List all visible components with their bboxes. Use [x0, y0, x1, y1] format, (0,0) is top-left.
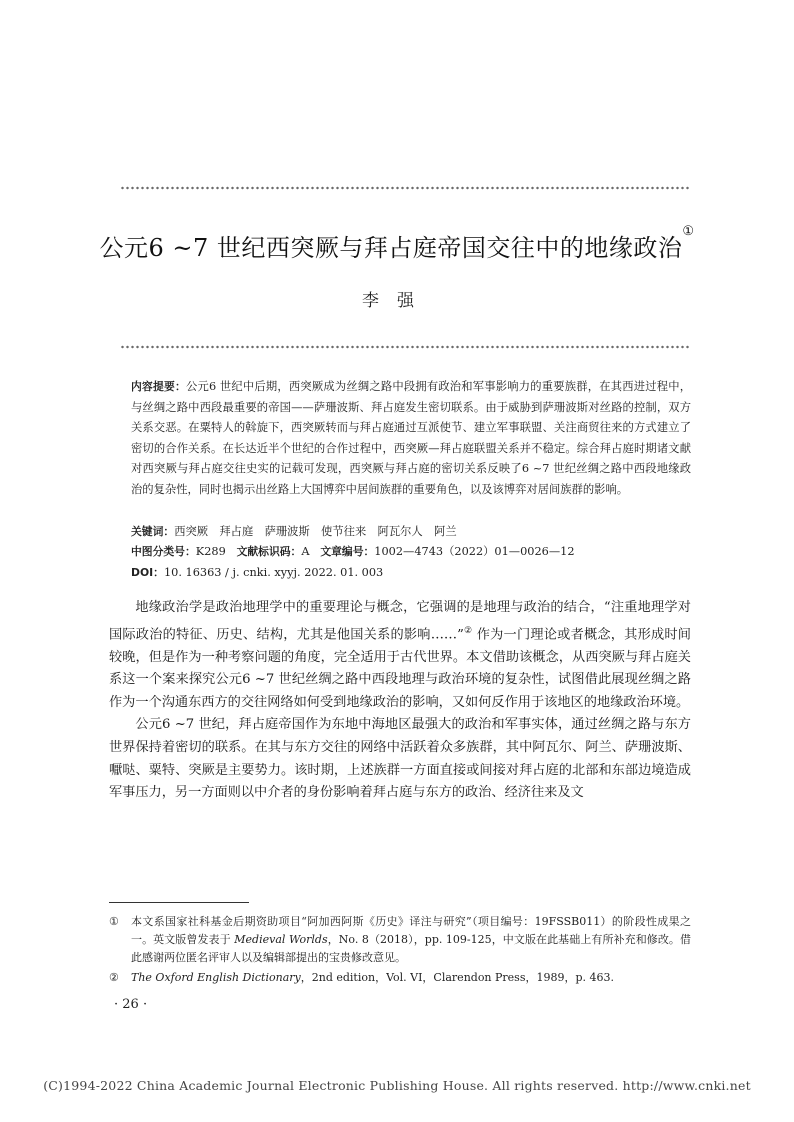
- footnote-text: [131, 969, 691, 987]
- keywords-text: 西突厥 拜占庭 萨珊波斯 使节往来 阿瓦尔人 阿兰: [174, 525, 457, 538]
- doi-line: [131, 563, 691, 584]
- article-number-value: 1002—4743（2022）01—0026—12: [374, 545, 575, 558]
- footnote-mark: ①: [109, 915, 119, 928]
- footnote-mark: ②: [109, 971, 119, 984]
- footnote-journal-title: Medieval Worlds: [234, 933, 328, 946]
- abstract: [131, 377, 691, 501]
- abstract-text: 公元6 世纪中后期，西突厥成为丝绸之路中段拥有政治和军事影响力的重要族群，在其西进过程中，与丝绸之路中西段最重要的帝国——萨珊波斯、拜占庭发生密切联系。由于威胁到萨珊波斯对丝路的控制，双方关系交恶。在粟特人的斡旋下，西突厥转而与拜占庭通过互派使节、建立军事联盟、关注商贸往来的方式建立了密切的合作关系。在长达近半个世纪的合作过程中，西突厥—拜占庭联盟关系并不稳定。综合拜占庭时期诸文献对西突厥与拜占庭交往史实的记载可发现，西突厥与拜占庭的密切关系反映了6 ~7 世纪丝绸之路中西段地缘政治的复杂性，同时也揭示出丝路上大国博弈中居间族群的重要角色，以及该博弈对居间族群的影响。: [131, 380, 691, 496]
- author-name: 李强: [362, 291, 432, 311]
- keywords-label: 关键词：: [131, 525, 175, 538]
- footnote-divider: [109, 902, 249, 903]
- footnote-text: [131, 913, 691, 967]
- footnote-text-part: 本文系国家社科基金后期资助项目“阿加西阿斯《历史》译注与研究”（项目编号：19FSSB011）的阶段性成果之一。英文版曾发表于: [131, 915, 691, 946]
- bottom-decorative-rule: [120, 344, 690, 350]
- classification-line: [131, 542, 691, 563]
- doc-code-value: A: [301, 545, 310, 558]
- doi-label: DOI：: [131, 566, 164, 579]
- footnote-text-part: ，No. 8（2018），pp. 109-125，中文版在此基础上有所补充和修改。借此感谢两位匿名评审人以及编辑部提出的宝贵修改意见。: [131, 933, 692, 964]
- keywords: [131, 522, 691, 543]
- article-title: [0, 224, 794, 263]
- doc-code-label: 文献标识码：: [236, 545, 302, 558]
- page-number: · 26 ·: [114, 997, 148, 1012]
- top-decorative-rule: [120, 185, 690, 191]
- footnote-ref-2[interactable]: ②: [463, 625, 473, 636]
- doi-value[interactable]: 10. 16363 / j. cnki. xyyj. 2022. 01. 003: [163, 566, 384, 579]
- paragraph-1-rest: 作为一门理论或者概念，其形成时间较晚，但是作为一种考察问题的角度，完全适用于古代世界。本文借助该概念，从西突厥与拜占庭关系这一个案来探究公元6 ~7 世纪丝绸之路中西段地理与政治环境的复杂性，试图借此展现丝绸之路作为一个沟通东西方的交往网络如何受到地缘政治的影响，又如何反作用于该地区的地缘政治环境。: [109, 626, 691, 710]
- abstract-label: 内容提要：: [131, 380, 186, 393]
- title-text: 公元6 ~7 世纪西突厥与拜占庭帝国交往中的地缘政治: [99, 234, 683, 262]
- footnote-2: [109, 969, 691, 987]
- clc-value: K289: [195, 545, 226, 558]
- body-paragraph: 公元6 ~7 世纪，拜占庭帝国作为东地中海地区最强大的政治和军事实体，通过丝绸之路与东方世界保持着密切的联系。在其与东方交往的网络中活跃着众多族群，其中阿瓦尔、阿兰、萨珊波斯、嚈哒、粟特、突厥是主要势力。该时期，上述族群一方面直接或间接对拜占庭的北部和东部边境造成军事压力，另一方面则以中介者的身份影响着拜占庭与东方的政治、经济往来及文: [109, 717, 691, 801]
- article-number-label: 文章编号：: [320, 545, 375, 558]
- footnote-book-title: The Oxford English Dictionary: [131, 971, 301, 984]
- title-footnote-mark[interactable]: ①: [682, 224, 695, 239]
- body-paragraph: [109, 597, 691, 714]
- footnote-1: [109, 913, 691, 967]
- copyright-watermark: (C)1994-2022 China Academic Journal Electronic Publishing House. All rights reserved. http://www.cnki.net: [43, 1078, 751, 1093]
- paragraph-1-text: 地缘政治学是政治地理学中的重要理论与概念，它强调的是地理与政治的结合，“注重地理学对国际政治的特征、历史、结构，尤其是他国关系的影响……”: [109, 600, 691, 642]
- clc-label: 中图分类号：: [131, 545, 196, 558]
- article-body: [109, 597, 691, 805]
- footnote-text-part: ，2nd edition，Vol. VI，Clarendon Press，1989，p. 463.: [300, 971, 614, 984]
- footnotes: [109, 913, 691, 989]
